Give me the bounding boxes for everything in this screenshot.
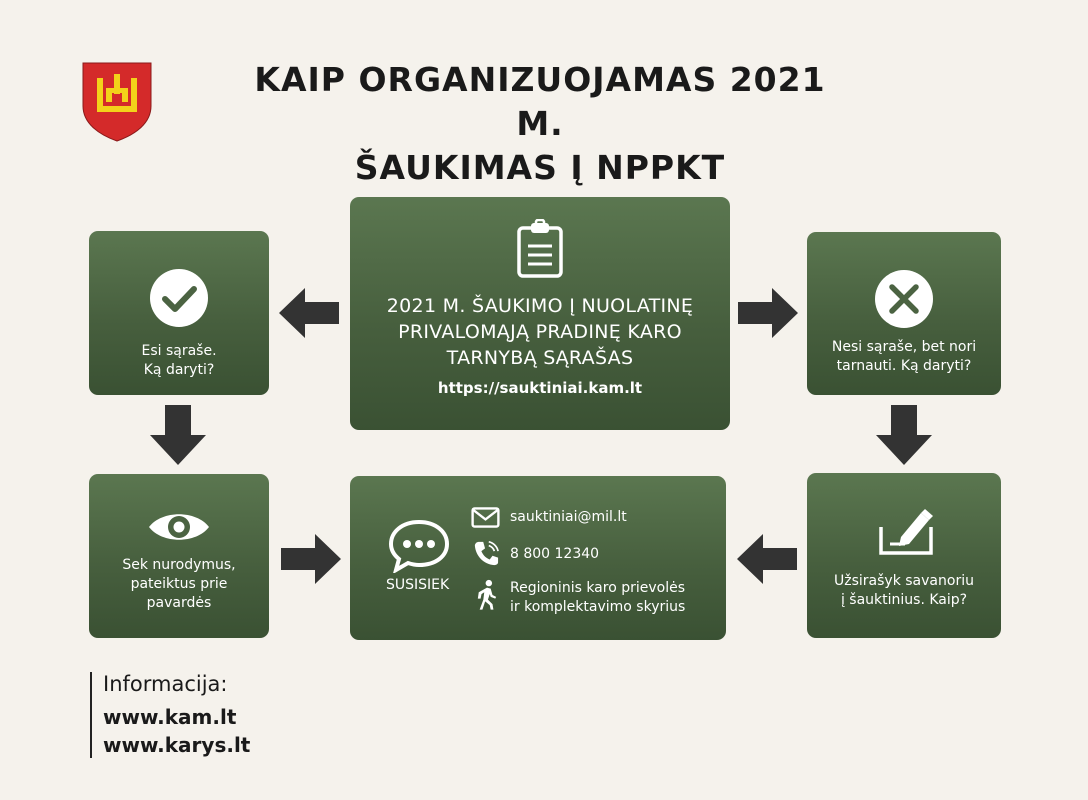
info-divider	[90, 672, 92, 758]
info-link-kam[interactable]: www.kam.lt	[103, 705, 237, 729]
arrow-left-to-contact	[737, 534, 797, 584]
title-line-2: ŠAUKIMAS Į NPPKT	[354, 148, 726, 187]
office-line-2: ir komplektavimo skyrius	[510, 599, 686, 615]
volunteer-line-2: į šauktinius. Kaip?	[840, 592, 968, 608]
arrow-down-left	[150, 405, 206, 465]
center-title	[350, 293, 730, 371]
title-line-1: KAIP ORGANIZUOJAMAS 2021 M.	[254, 60, 826, 143]
volunteer-signup-box	[807, 473, 1001, 638]
chat-icon	[388, 519, 450, 573]
clipboard-icon	[514, 219, 566, 279]
eye-icon	[146, 507, 212, 547]
contact-box	[350, 476, 726, 640]
arrow-right-to-not-on-list	[738, 288, 798, 338]
cross-icon	[874, 269, 934, 329]
arrow-right-to-contact	[281, 534, 341, 584]
walking-person-icon	[476, 579, 498, 611]
center-line-2: PRIVALOMĄJĄ PRADINĘ KARO	[398, 321, 682, 343]
office-line-1: Regioninis karo prievolės	[510, 580, 686, 596]
crest-logo	[82, 62, 152, 142]
follow-instructions-box	[89, 474, 269, 638]
on-list-line-1: Esi sąraše.	[141, 343, 217, 359]
on-list-line-2: Ką daryti?	[143, 362, 215, 378]
on-list-box	[89, 231, 269, 395]
sign-up-icon	[877, 507, 937, 557]
page-title	[230, 58, 850, 190]
follow-line-3: pavardės	[146, 595, 212, 611]
check-icon	[149, 268, 209, 328]
info-link-karys[interactable]: www.karys.lt	[103, 733, 251, 757]
not-on-list-line-2: tarnauti. Ką daryti?	[836, 358, 972, 374]
follow-line-2: pateiktus prie	[130, 576, 228, 592]
center-line-1: 2021 M. ŠAUKIMO Į NUOLATINĘ	[386, 295, 694, 317]
contact-phone[interactable]: 8 800 12340	[510, 546, 600, 562]
not-on-list-line-1: Nesi sąraše, bet nori	[831, 339, 977, 355]
center-box	[350, 197, 730, 430]
follow-line-1: Sek nurodymus,	[122, 557, 236, 573]
phone-icon	[473, 540, 499, 566]
center-line-3: TARNYBĄ SĄRAŠAS	[446, 347, 634, 369]
not-on-list-box	[807, 232, 1001, 395]
contact-label: SUSISIEK	[386, 577, 450, 593]
contact-office	[510, 579, 685, 617]
mail-icon	[471, 507, 500, 528]
center-url-link[interactable]: https://sauktiniai.kam.lt	[437, 379, 643, 397]
volunteer-line-1: Užsirašyk savanoriu	[834, 573, 974, 589]
arrow-down-right	[876, 405, 932, 465]
arrow-left-to-on-list	[279, 288, 339, 338]
contact-email[interactable]: sauktiniai@mil.lt	[510, 509, 627, 525]
info-label: Informacija:	[103, 672, 228, 696]
